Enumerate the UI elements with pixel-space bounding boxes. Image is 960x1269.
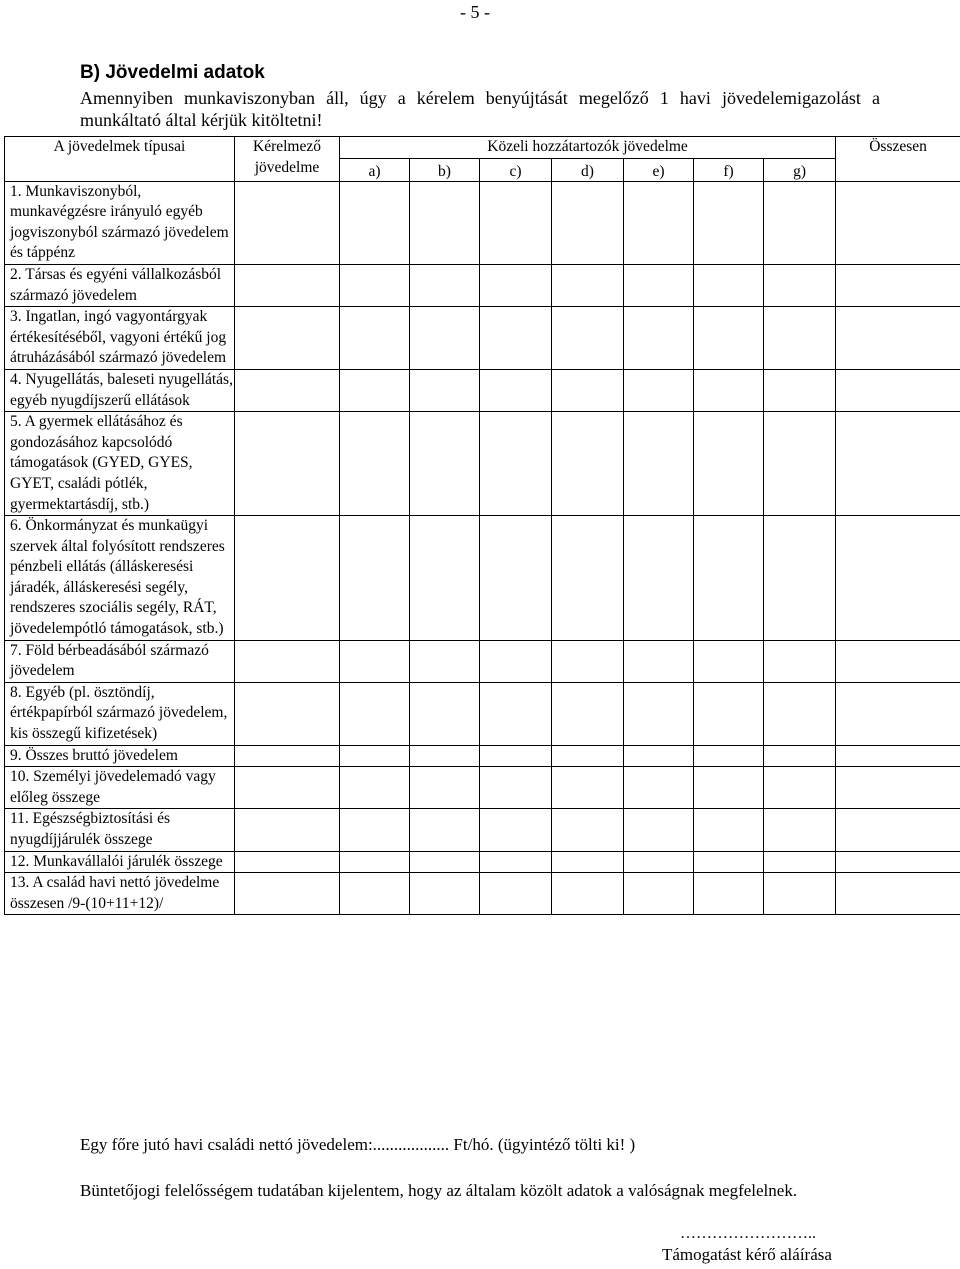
relative-income-cell[interactable]	[694, 851, 764, 873]
applicant-income-cell[interactable]	[235, 640, 340, 682]
applicant-income-cell[interactable]	[235, 181, 340, 264]
relative-income-cell[interactable]	[480, 809, 552, 851]
signature-line: ……………………..	[680, 1225, 816, 1242]
income-row	[5, 369, 960, 411]
relative-income-cell[interactable]	[340, 369, 410, 411]
relative-income-cell[interactable]	[480, 873, 552, 915]
relative-income-cell[interactable]	[552, 307, 624, 370]
relative-income-cell[interactable]	[764, 369, 836, 411]
income-type-label: 12. Munkavállalói járulék összege	[5, 851, 235, 873]
relative-income-cell[interactable]	[764, 412, 836, 516]
relative-income-cell[interactable]	[624, 307, 694, 370]
income-row	[5, 181, 960, 264]
relative-income-cell[interactable]	[480, 412, 552, 516]
income-type-label: 3. Ingatlan, ingó vagyontárgyak értékesítéséből, vagyoni értékű jog átruházásából származó jövedelem	[5, 307, 235, 370]
income-row	[5, 767, 960, 809]
relative-income-cell[interactable]	[552, 181, 624, 264]
relative-income-cell[interactable]	[552, 851, 624, 873]
relative-column-header: g)	[764, 158, 836, 181]
relative-income-cell[interactable]	[694, 745, 764, 767]
total-cell[interactable]	[836, 682, 960, 745]
relative-income-cell[interactable]	[552, 745, 624, 767]
relative-income-cell[interactable]	[764, 264, 836, 306]
applicant-income-cell[interactable]	[235, 264, 340, 306]
relative-income-cell[interactable]	[340, 516, 410, 641]
income-type-label: 11. Egészségbiztosítási és nyugdíjjárulék összege	[5, 809, 235, 851]
relative-income-cell[interactable]	[552, 640, 624, 682]
relative-income-cell[interactable]	[624, 745, 694, 767]
applicant-income-cell[interactable]	[235, 682, 340, 745]
relative-income-cell[interactable]	[410, 809, 480, 851]
relative-income-cell[interactable]	[410, 264, 480, 306]
relative-income-cell[interactable]	[480, 264, 552, 306]
total-cell[interactable]	[836, 809, 960, 851]
total-cell[interactable]	[836, 745, 960, 767]
total-cell[interactable]	[836, 873, 960, 915]
income-type-label: 1. Munkaviszonyból, munkavégzésre irányuló egyéb jogviszonyból származó jövedelem és táppénz	[5, 181, 235, 264]
income-type-label: 2. Társas és egyéni vállalkozásból származó jövedelem	[5, 264, 235, 306]
relative-income-cell[interactable]	[764, 516, 836, 641]
total-cell[interactable]	[836, 516, 960, 641]
relative-income-cell[interactable]	[552, 369, 624, 411]
relative-income-cell[interactable]	[480, 745, 552, 767]
applicant-income-cell[interactable]	[235, 873, 340, 915]
income-type-label: 6. Önkormányzat és munkaügyi szervek által folyósított rendszeres pénzbeli ellátás (álláskeresési járadék, álláskeresési segély, rendszeres szociális segély, RÁT, jövedelempótló támogatások, stb.)	[5, 516, 235, 641]
relative-income-cell[interactable]	[694, 682, 764, 745]
relative-income-cell[interactable]	[340, 682, 410, 745]
header-relatives-income: Közeli hozzátartozók jövedelme	[340, 137, 836, 159]
relative-income-cell[interactable]	[410, 767, 480, 809]
relative-income-cell[interactable]	[410, 873, 480, 915]
relative-income-cell[interactable]	[340, 307, 410, 370]
relative-income-cell[interactable]	[410, 851, 480, 873]
relative-column-header: e)	[624, 158, 694, 181]
relative-income-cell[interactable]	[764, 767, 836, 809]
relative-income-cell[interactable]	[624, 851, 694, 873]
relative-income-cell[interactable]	[624, 369, 694, 411]
relative-income-cell[interactable]	[480, 851, 552, 873]
relative-income-cell[interactable]	[552, 682, 624, 745]
total-cell[interactable]	[836, 369, 960, 411]
relative-income-cell[interactable]	[552, 264, 624, 306]
total-cell[interactable]	[836, 851, 960, 873]
applicant-income-cell[interactable]	[235, 307, 340, 370]
income-type-label: 9. Összes bruttó jövedelem	[5, 745, 235, 767]
header-total: Összesen	[836, 137, 960, 182]
relative-income-cell[interactable]	[624, 873, 694, 915]
per-capita-income-line: Egy főre jutó havi családi nettó jövedelem:.................. Ft/hó. (ügyintéző tölti ki! )	[80, 1135, 636, 1154]
income-row	[5, 640, 960, 682]
header-income-type: A jövedelmek típusai	[5, 137, 235, 182]
relative-income-cell[interactable]	[552, 767, 624, 809]
applicant-income-cell[interactable]	[235, 851, 340, 873]
relative-income-cell[interactable]	[764, 181, 836, 264]
relative-income-cell[interactable]	[340, 745, 410, 767]
relative-income-cell[interactable]	[694, 873, 764, 915]
relative-column-header: f)	[694, 158, 764, 181]
relative-income-cell[interactable]	[764, 809, 836, 851]
page-number: - 5 -	[460, 2, 490, 22]
relative-income-cell[interactable]	[764, 745, 836, 767]
relative-income-cell[interactable]	[694, 809, 764, 851]
total-cell[interactable]	[836, 640, 960, 682]
relative-income-cell[interactable]	[764, 307, 836, 370]
signature-label: Támogatást kérő aláírása	[662, 1245, 832, 1264]
relative-income-cell[interactable]	[480, 369, 552, 411]
total-cell[interactable]	[836, 412, 960, 516]
relative-column-header: c)	[480, 158, 552, 181]
relative-income-cell[interactable]	[410, 516, 480, 641]
relative-income-cell[interactable]	[624, 412, 694, 516]
income-row	[5, 851, 960, 873]
total-cell[interactable]	[836, 264, 960, 306]
income-row	[5, 264, 960, 306]
relative-income-cell[interactable]	[410, 369, 480, 411]
relative-income-cell[interactable]	[410, 745, 480, 767]
relative-income-cell[interactable]	[480, 516, 552, 641]
relative-income-cell[interactable]	[694, 640, 764, 682]
relative-income-cell[interactable]	[624, 682, 694, 745]
applicant-income-cell[interactable]	[235, 516, 340, 641]
relative-income-cell[interactable]	[340, 767, 410, 809]
relative-income-cell[interactable]	[624, 809, 694, 851]
income-row	[5, 516, 960, 641]
income-table	[4, 136, 960, 915]
relative-income-cell[interactable]	[624, 767, 694, 809]
relative-income-cell[interactable]	[624, 516, 694, 641]
applicant-income-cell[interactable]	[235, 809, 340, 851]
income-row	[5, 873, 960, 915]
total-cell[interactable]	[836, 181, 960, 264]
relative-income-cell[interactable]	[340, 873, 410, 915]
relative-income-cell[interactable]	[340, 181, 410, 264]
relative-income-cell[interactable]	[694, 264, 764, 306]
relative-income-cell[interactable]	[340, 809, 410, 851]
total-cell[interactable]	[836, 767, 960, 809]
relative-income-cell[interactable]	[410, 181, 480, 264]
total-cell[interactable]	[836, 307, 960, 370]
income-type-label: 7. Föld bérbeadásából származó jövedelem	[5, 640, 235, 682]
applicant-income-cell[interactable]	[235, 745, 340, 767]
income-row	[5, 809, 960, 851]
income-type-label: 10. Személyi jövedelemadó vagy előleg összege	[5, 767, 235, 809]
relative-income-cell[interactable]	[552, 809, 624, 851]
relative-column-header: d)	[552, 158, 624, 181]
relative-income-cell[interactable]	[340, 412, 410, 516]
relative-income-cell[interactable]	[764, 682, 836, 745]
relative-income-cell[interactable]	[410, 307, 480, 370]
relative-income-cell[interactable]	[552, 873, 624, 915]
applicant-income-cell[interactable]	[235, 369, 340, 411]
relative-income-cell[interactable]	[480, 640, 552, 682]
relative-income-cell[interactable]	[624, 264, 694, 306]
income-type-label: 13. A család havi nettó jövedelme összesen /9-(10+11+12)/	[5, 873, 235, 915]
relative-income-cell[interactable]	[694, 369, 764, 411]
relative-income-cell[interactable]	[624, 640, 694, 682]
income-type-label: 5. A gyermek ellátásához és gondozásához kapcsolódó támogatások (GYED, GYES, GYET, családi pótlék, gyermektartásdíj, stb.)	[5, 412, 235, 516]
relative-income-cell[interactable]	[694, 181, 764, 264]
applicant-income-cell[interactable]	[235, 767, 340, 809]
applicant-income-cell[interactable]	[235, 412, 340, 516]
relative-column-header: b)	[410, 158, 480, 181]
header-applicant-income: Kérelmező jövedelme	[235, 137, 340, 182]
relative-income-cell[interactable]	[552, 412, 624, 516]
relative-income-cell[interactable]	[480, 682, 552, 745]
relative-income-cell[interactable]	[694, 516, 764, 641]
income-row	[5, 412, 960, 516]
income-row	[5, 682, 960, 745]
relative-income-cell[interactable]	[410, 640, 480, 682]
header-row	[5, 137, 960, 159]
relative-income-cell[interactable]	[340, 640, 410, 682]
relative-income-cell[interactable]	[340, 851, 410, 873]
relative-income-cell[interactable]	[764, 640, 836, 682]
income-type-label: 8. Egyéb (pl. ösztöndíj, értékpapírból származó jövedelem, kis összegű kifizetések)	[5, 682, 235, 745]
relative-income-cell[interactable]	[480, 767, 552, 809]
relative-income-cell[interactable]	[694, 767, 764, 809]
relative-income-cell[interactable]	[764, 873, 836, 915]
relative-income-cell[interactable]	[624, 181, 694, 264]
relative-income-cell[interactable]	[410, 412, 480, 516]
relative-column-header: a)	[340, 158, 410, 181]
relative-income-cell[interactable]	[410, 682, 480, 745]
relative-income-cell[interactable]	[694, 307, 764, 370]
relative-income-cell[interactable]	[552, 516, 624, 641]
relative-income-cell[interactable]	[480, 307, 552, 370]
intro-paragraph: Amennyiben munkaviszonyban áll, úgy a kérelem benyújtását megelőző 1 havi jövedelemigazolást a munkáltató által kérjük kitöltetni!	[80, 88, 880, 130]
income-row	[5, 745, 960, 767]
relative-income-cell[interactable]	[480, 181, 552, 264]
income-type-label: 4. Nyugellátás, baleseti nyugellátás, egyéb nyugdíjszerű ellátások	[5, 369, 235, 411]
relative-income-cell[interactable]	[340, 264, 410, 306]
declaration-text: Büntetőjogi felelősségem tudatában kijelentem, hogy az általam közölt adatok a valóságnak megfelelnek.	[80, 1181, 798, 1200]
income-row	[5, 307, 960, 370]
section-title: B) Jövedelmi adatok	[80, 62, 265, 83]
relative-income-cell[interactable]	[764, 851, 836, 873]
relative-income-cell[interactable]	[694, 412, 764, 516]
